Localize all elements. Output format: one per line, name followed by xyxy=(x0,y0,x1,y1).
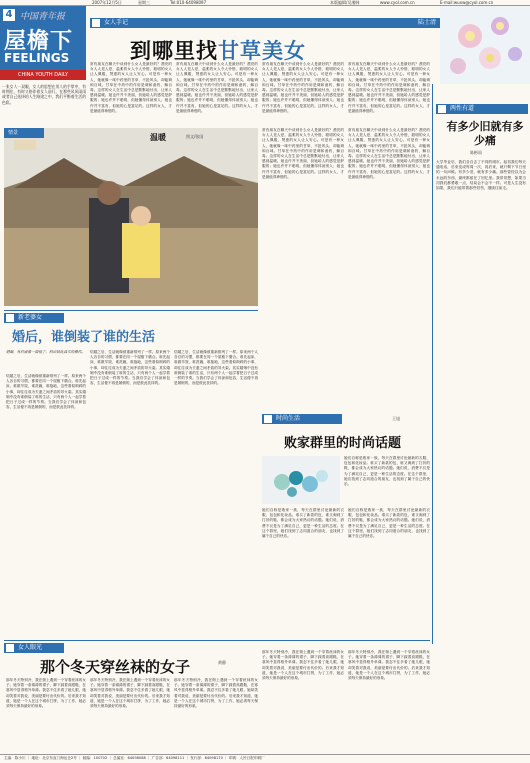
fashion-headline: 败家群里的时尚话题 xyxy=(284,436,402,451)
masthead xyxy=(0,6,86,80)
stocking-body-col-1: 那年冬天特别冷，我在街上遇到一个穿着丝袜的女子。她穿着一条薄薄的裙子，脚下踩着高跟鞋，在寒风中显得格外单薄。我忍不住多看了她几眼，她却笑着对我说，美丽是要付出代价的。后来我才知道，她是一个人在这个城市打拼，为了工作，她必须每天保持最好的形象。 xyxy=(6,678,86,709)
footer-info: 主编：陈小川 ｜ 地址：北京东直门海运仓2号 ｜ 邮编：100702 ｜ 总编室：64098088 ｜ 广告部：64098111 ｜ 发行部：64098170 ｜ 印刷：人民日报印刷厂 xyxy=(4,756,265,760)
column-title-en: FEELINGS xyxy=(4,51,70,65)
main-headline-part-b: 甘草美女 xyxy=(218,39,306,63)
issue-date: 2007年12月5日 xyxy=(92,0,122,5)
fashion-author: 王旭 xyxy=(392,416,400,421)
section-marker-icon xyxy=(438,105,446,113)
newspaper-subtitle: CHINA YOUTH DAILY xyxy=(0,70,86,80)
bead-bracelet-image xyxy=(262,456,340,504)
photo-title: 温暖 xyxy=(150,133,166,142)
right-headline: 有多少旧就有多少痛 xyxy=(446,120,524,147)
editor-name: 本版编辑/吴湘韩 xyxy=(330,0,360,5)
stocking-body-col-4: 那年冬天特别冷，我在街上遇到一个穿着丝袜的女子。她穿着一条薄薄的裙子，脚下踩着高跟鞋，在寒风中显得格外单薄。我忍不住多看了她几眼，她却笑着对我说，美丽是要付出代价的。后来我才知道，她是一个人在这个城市打拼，为了工作，她必须每天保持最好的形象。 xyxy=(262,650,344,681)
main-body-col-3: 常有朋友在聊天中谈到什么女人是最好的？漂亮的女人人见人爱，温柔的女人令人怜惜，聪明的女人让人佩服，贤惠的女人让人安心。可是有一种女人，她就像一味中药里的甘草，不抢风头，却能调和百味。甘草在中药中的作用是调和诸药，解百毒。这样的女人在生活中总是默默地付出，让家人感到温暖。她也许并不美丽，但她给人的感觉是舒服的；她也许并不聪明，但她懂得体谅别人；她也许并不富有，但她的心是富足的。这样的女人，才是最值得珍惜的。 xyxy=(262,62,344,113)
right-author: 陈彬雨 xyxy=(470,150,482,155)
main-body-col-4: 常有朋友在聊天中谈到什么女人是最好的？漂亮的女人人见人爱，温柔的女人令人怜惜，聪明的女人让人佩服，贤惠的女人让人安心。可是有一种女人，她就像一味中药里的甘草，不抢风头，却能调和百味。甘草在中药中的作用是调和诸药，解百毒。这样的女人在生活中总是默默地付出，让家人感到温暖。她也许并不美丽，但她给人的感觉是舒服的；她也许并不聪明，但她懂得体谅别人；她也许并不富有，但她的心是富足的。这样的女人，才是最值得珍惜的。 xyxy=(262,128,344,179)
stocking-body-col-3: 那年冬天特别冷，我在街上遇到一个穿着丝袜的女子。她穿着一条薄薄的裙子，脚下踩着高跟鞋，在寒风中显得格外单薄。我忍不住多看了她几眼，她却笑着对我说，美丽是要付出代价的。后来我才知道，她是一个人在这个城市打拼，为了工作，她必须每天保持最好的形象。 xyxy=(174,678,258,709)
main-headline xyxy=(130,35,306,65)
brand-name: 中国青年报 xyxy=(20,12,66,22)
flower-icon xyxy=(440,6,530,84)
section-rule xyxy=(4,310,258,311)
right-body: 大学毕业后，我们各自去了不同的城市。起初我们每天通电话，后来变成每周一次，再后来，就只剩下节日里的一句问候。有多少旧，就有多少痛。那些曾经以为会永远的东西，最终都留在了回忆里。我常常想，如果当初我们都勇敢一点，结局会不会不一样。可是人生没有如果，我们只能带着那些旧伤，继续往前走。 xyxy=(436,160,526,191)
fashion-body-col-2: 她们自称是败家一族，每天在群里讨论最新的衣服、包包和化妆品。谁买了新款的包，谁又淘到了打折的鞋，都会成为大家热议的话题。她们说，消费不仅是为了满足自己，更是一种生活的态度。在这个群里，她们找到了志同道合的朋友，也找到了属于自己的快乐。 xyxy=(262,508,344,539)
main-body-col-5: 常有朋友在聊天中谈到什么女人是最好的？漂亮的女人人见人爱，温柔的女人令人怜惜，聪明的女人让人佩服，贤惠的女人让人安心。可是有一种女人，她就像一味中药里的甘草，不抢风头，却能调和百味。甘草在中药中的作用是调和诸药，解百毒。这样的女人在生活中总是默默地付出，让家人感到温暖。她也许并不美丽，但她给人的感觉是舒服的；她也许并不聪明，但她懂得体谅别人；她也许并不富有，但她的心是富足的。这样的女人，才是最值得珍惜的。 xyxy=(348,128,430,179)
email[interactable]: E-mail:wuxw@cyol.com.cn xyxy=(440,0,494,5)
issue-weekday: 星期三 xyxy=(138,0,150,5)
sidebar-intro: 一张女人一双眼，女人的思想在男人的手掌中，有时拥住，有时又陪伴着女人前行。在那些风风雨雨或者自己选择的人生路途之中，我们平衡着生活的色彩。 xyxy=(2,84,86,105)
stocking-section-tag: 女人眼光 xyxy=(18,644,43,651)
stocking-body-col-5: 那年冬天特别冷，我在街上遇到一个穿着丝袜的女子。她穿着一条薄薄的裙子，脚下踩着高跟鞋，在寒风中显得格外单薄。我忍不住多看了她几眼，她却笑着对我说，美丽是要付出代价的。后来我才知道，她是一个人在这个城市打拼，为了工作，她必须每天保持最好的形象。 xyxy=(348,650,430,681)
flower-decoration xyxy=(440,6,530,84)
section-bar-fashion xyxy=(262,414,342,424)
main-body-col-1: 常有朋友在聊天中谈到什么女人是最好的？漂亮的女人人见人爱，温柔的女人令人怜惜，聪明的女人让人佩服，贤惠的女人让人安心。可是有一种女人，她就像一味中药里的甘草，不抢风头，却能调和百味。甘草在中药中的作用是调和诸药，解百毒。这样的女人在生活中总是默默地付出，让家人感到温暖。她也许并不美丽，但她给人的感觉是舒服的；她也许并不聪明，但她懂得体谅别人；她也许并不富有，但她的心是富足的。这样的女人，才是最值得珍惜的。 xyxy=(90,62,172,113)
section-marker-icon xyxy=(264,415,272,423)
stocking-body-col-2: 那年冬天特别冷，我在街上遇到一个穿着丝袜的女子。她穿着一条薄薄的裙子，脚下踩着高跟鞋，在寒风中显得格外单薄。我忍不住多看了她几眼，她却笑着对我说，美丽是要付出代价的。后来我才知道，她是一个人在这个城市打拼，为了工作，她必须每天保持最好的形象。 xyxy=(90,678,170,709)
website[interactable]: www.cyol.com.cn xyxy=(380,0,415,5)
main-body-col-2: 常有朋友在聊天中谈到什么女人是最好的？漂亮的女人人见人爱，温柔的女人令人怜惜，聪明的女人让人佩服，贤惠的女人让人安心。可是有一种女人，她就像一味中药里的甘草，不抢风头，却能调和百味。甘草在中药中的作用是调和诸药，解百毒。这样的女人在生活中总是默默地付出，让家人感到温暖。她也许并不美丽，但她给人的感觉是舒服的；她也许并不聪明，但她懂得体谅别人；她也许并不富有，但她的心是富足的。这样的女人，才是最值得珍惜的。 xyxy=(176,62,258,113)
grandmother-child-image xyxy=(4,128,258,306)
fashion-body-col-3: 她们自称是败家一族，每天在群里讨论最新的衣服、包包和化妆品。谁买了新款的包，谁又淘到了打折的鞋，都会成为大家热议的话题。她们说，消费不仅是为了满足自己，更是一种生活的态度。在这个群里，她们找到了志同道合的朋友，也找到了属于自己的快乐。 xyxy=(348,508,430,539)
footer xyxy=(0,754,530,763)
main-author: 陆士清 xyxy=(417,19,436,26)
section-bar-women-vision xyxy=(4,643,64,653)
page-number: 4 xyxy=(3,9,15,21)
section-tag: 女人手记 xyxy=(104,19,129,26)
stocking-headline: 那个冬天穿丝袜的女子 xyxy=(40,658,191,676)
section-bar-wife xyxy=(4,313,64,323)
fashion-photo xyxy=(262,456,340,504)
wife-body-col-3: 结婚之后，生活就像被重新排列了一样。原来两个人各自的习惯，都要在同一个屋檐下磨合。谁先起床，谁做早饭，谁洗碗，谁拖地，这些看似琐碎的小事，却往往成为夫妻之间矛盾的导火索。其实婚姻中没有谁倒装了谁的生活，只有两个人一起学着把日子过成一样的节奏。当我们学会了体谅和包容，生活便不再是颠倒的，而是彼此扶持的。 xyxy=(174,350,258,386)
section-marker-icon xyxy=(92,19,100,27)
fashion-section-tag: 时尚生活 xyxy=(276,415,301,422)
wife-body-col-2: 结婚之后，生活就像被重新排列了一样。原来两个人各自的习惯，都要在同一个屋檐下磨合。谁先起床，谁做早饭，谁洗碗，谁拖地，这些看似琐碎的小事，却往往成为夫妻之间矛盾的导火索。其实婚姻中没有谁倒装了谁的生活，只有两个人一起学着把日子过成一样的节奏。当我们学会了体谅和包容，生活便不再是颠倒的，而是彼此扶持的。 xyxy=(90,350,170,386)
right-section-tag: 两性有道 xyxy=(450,105,475,112)
section-rule xyxy=(4,640,430,641)
column-divider xyxy=(432,84,433,644)
wife-body-col-1: 结婚之后，生活就像被重新排列了一样。原来两个人各自的习惯，都要在同一个屋檐下磨合。谁先起床，谁做早饭，谁洗碗，谁拖地，这些看似琐碎的小事，却往往成为夫妻之间矛盾的导火索。其实婚姻中没有谁倒装了谁的生活，只有两个人一起学着把日子过成一样的节奏。当我们学会了体谅和包容，生活便不再是颠倒的，而是彼此扶持的。 xyxy=(6,374,86,410)
warmth-photo xyxy=(4,128,258,306)
main-headline-part-a: 到哪里找 xyxy=(130,39,218,63)
column-title: 屋檐下 xyxy=(4,29,74,54)
wife-section-tag: 新老婆女 xyxy=(18,314,43,321)
photo-tag: 情景 xyxy=(4,128,44,138)
section-bar-gender xyxy=(436,104,528,114)
stocking-author: 黄静 xyxy=(218,660,226,665)
section-marker-icon xyxy=(6,314,14,322)
photo-credit: 图文/张国 xyxy=(186,134,204,139)
section-bar-women-notes xyxy=(90,18,440,28)
section-marker-icon xyxy=(6,644,14,652)
wife-lede: 婚姻，有时就像一面镜子，照出彼此真实的模样。 xyxy=(6,350,86,354)
contact-tel: Tel:010-64098097 xyxy=(170,0,207,5)
main-body-col-6: 常有朋友在聊天中谈到什么女人是最好的？漂亮的女人人见人爱，温柔的女人令人怜惜，聪明的女人让人佩服，贤惠的女人让人安心。可是有一种女人，她就像一味中药里的甘草，不抢风头，却能调和百味。甘草在中药中的作用是调和诸药，解百毒。这样的女人在生活中总是默默地付出，让家人感到温暖。她也许并不美丽，但她给人的感觉是舒服的；她也许并不聪明，但她懂得体谅别人；她也许并不富有，但她的心是富足的。这样的女人，才是最值得珍惜的。 xyxy=(348,62,430,113)
wife-headline: 婚后，谁倒装了谁的生活 xyxy=(12,330,156,345)
fashion-body-col-1: 她们自称是败家一族，每天在群里讨论最新的衣服、包包和化妆品。谁买了新款的包，谁又淘到了打折的鞋，都会成为大家热议的话题。她们说，消费不仅是为了满足自己，更是一种生活的态度。在这个群里，她们找到了志同道合的朋友，也找到了属于自己的快乐。 xyxy=(344,456,430,487)
